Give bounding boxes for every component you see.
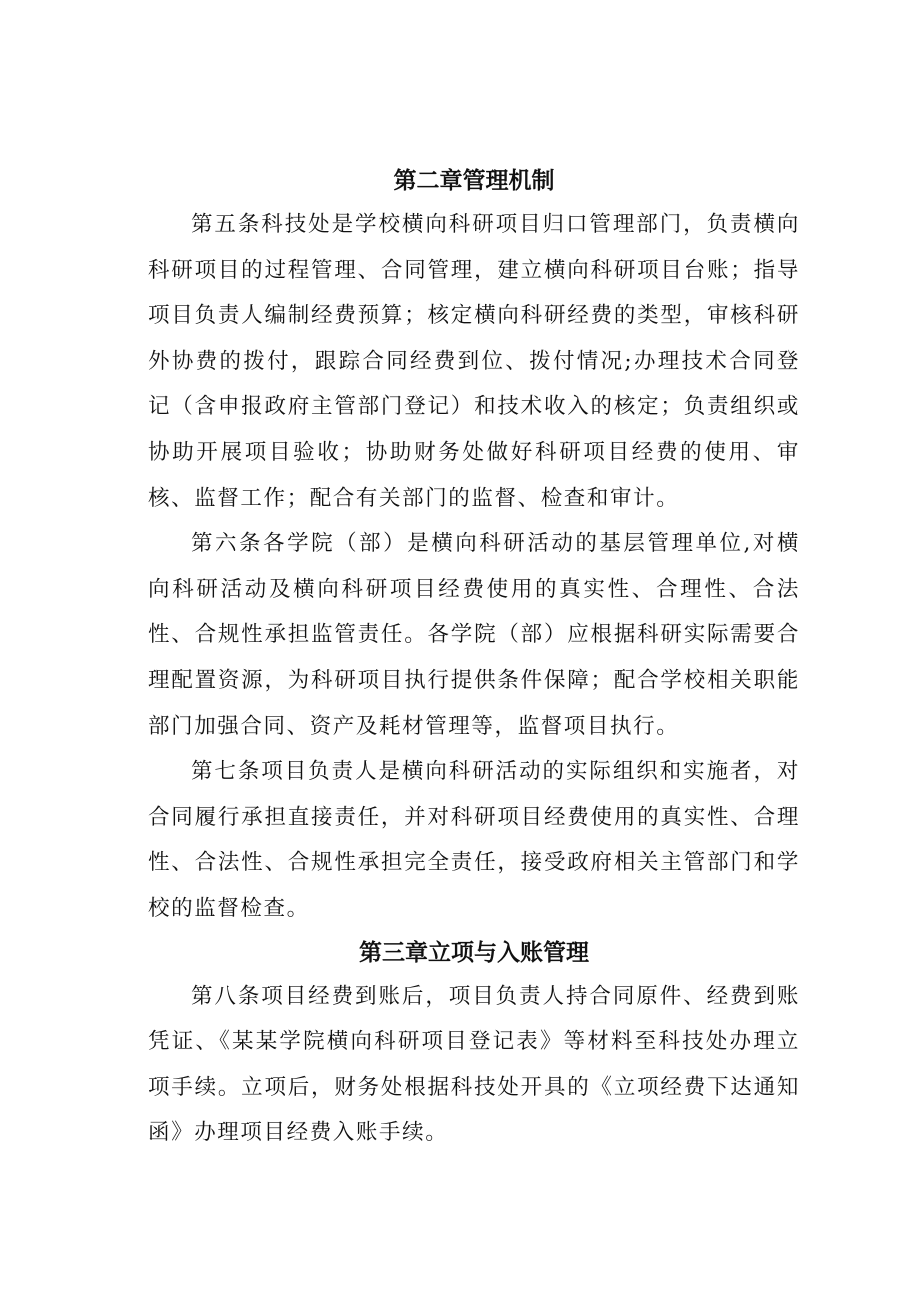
chapter-3-title: 第三章立项与入账管理: [359, 939, 589, 966]
article-8-paragraph: 第八条项目经费到账后，项目负责人持合同原件、经费到账凭证、《某某学院横向科研项目登记表》等材料至科技处办理立项手续。立项后，财务处根据科技处开具的《立项经费下达通知函》办理项目经费入账手续。: [148, 983, 800, 1146]
article-7-paragraph: 第七条项目负责人是横向科研活动的实际组织和实施者，对合同履行承担直接责任，并对科研项目经费使用的真实性、合理性、合法性、合规性承担完全责任，接受政府相关主管部门和学校的监督检查。: [148, 759, 800, 921]
article-6-paragraph: 第六条各学院（部）是横向科研活动的基层管理单位,对横向科研活动及横向科研项目经费使用的真实性、合理性、合法性、合规性承担监管责任。各学院（部）应根据科研实际需要合理配置资源，为科研项目执行提供条件保障；配合学校相关职能部门加强合同、资产及耗材管理等，监督项目执行。: [148, 531, 800, 739]
article-5-paragraph: 第五条科技处是学校横向科研项目归口管理部门，负责横向科研项目的过程管理、合同管理，建立横向科研项目台账；指导项目负责人编制经费预算；核定横向科研经费的类型，审核科研外协费的拨付，跟踪合同经费到位、拨付情况;办理技术合同登记（含申报政府主管部门登记）和技术收入的核定；负责组织或协助开展项目验收；协助财务处做好科研项目经费的使用、审核、监督工作；配合有关部门的监督、检查和审计。: [148, 212, 800, 511]
document-page: [148, 160, 800, 1156]
chapter-2-title: 第二章管理机制: [393, 168, 555, 194]
